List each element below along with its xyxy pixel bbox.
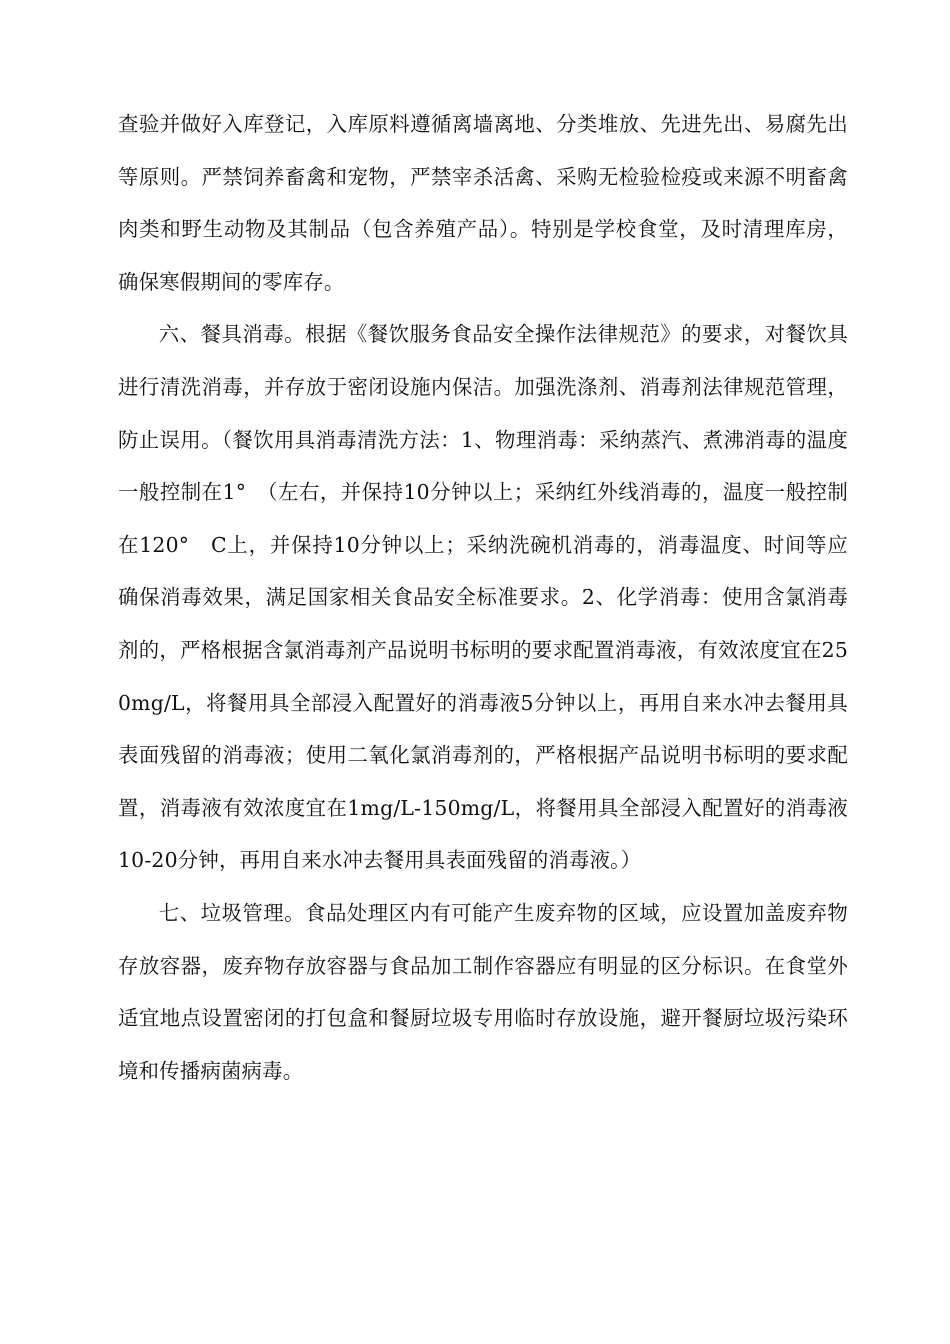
paragraph-tableware-disinfection: 六、餐具消毒。根据《餐饮服务食品安全操作法律规范》的要求，对餐饮具进行清洗消毒，并存放于密闭设施内保洁。加强洗涤剂、消毒剂法律规范管理，防止误用。（餐饮用具消毒清洗方法：1、物理消毒：采纳蒸汽、煮沸消毒的温度一般控制在1° （左右，并保持10分钟以上；采纳红外线消毒的，温度一般控制在120° C上，并保持10分钟以上；采纳洗碗机消毒的，消毒温度、时间等应确保消毒效果，满足国家相关食品安全标准要求。2、化学消毒：使用含氯消毒剂的，严格根据含氯消毒剂产品说明书标明的要求配置消毒液，有效浓度宜在250mg/L，将餐用具全部浸入配置好的消毒液5分钟以上，再用自来水冲去餐用具表面残留的消毒液；使用二氧化氯消毒剂的，严格根据产品说明书标明的要求配置，消毒液有效浓度宜在1mg/L-150mg/L，将餐用具全部浸入配置好的消毒液10-20分钟，再用自来水冲去餐用具表面残留的消毒液。） — [118, 322, 848, 873]
paragraph-storage-continuation: 查验并做好入库登记，入库原料遵循离墙离地、分类堆放、先进先出、易腐先出等原则。严禁饲养畜禽和宠物，严禁宰杀活禽、采购无检验检疫或来源不明畜禽肉类和野生动物及其制品（包含养殖产品）。特别是学校食堂，及时清理库房，确保寒假期间的零库存。 — [118, 112, 848, 294]
paragraph-garbage-management: 七、垃圾管理。食品处理区内有可能产生废弃物的区域，应设置加盖废弃物存放容器，废弃物存放容器与食品加工制作容器应有明显的区分标识。在食堂外适宜地点设置密闭的打包盒和餐厨垃圾专用临时存放设施，避开餐厨垃圾污染环境和传播病菌病毒。 — [118, 900, 848, 1083]
document-body — [118, 98, 848, 1097]
